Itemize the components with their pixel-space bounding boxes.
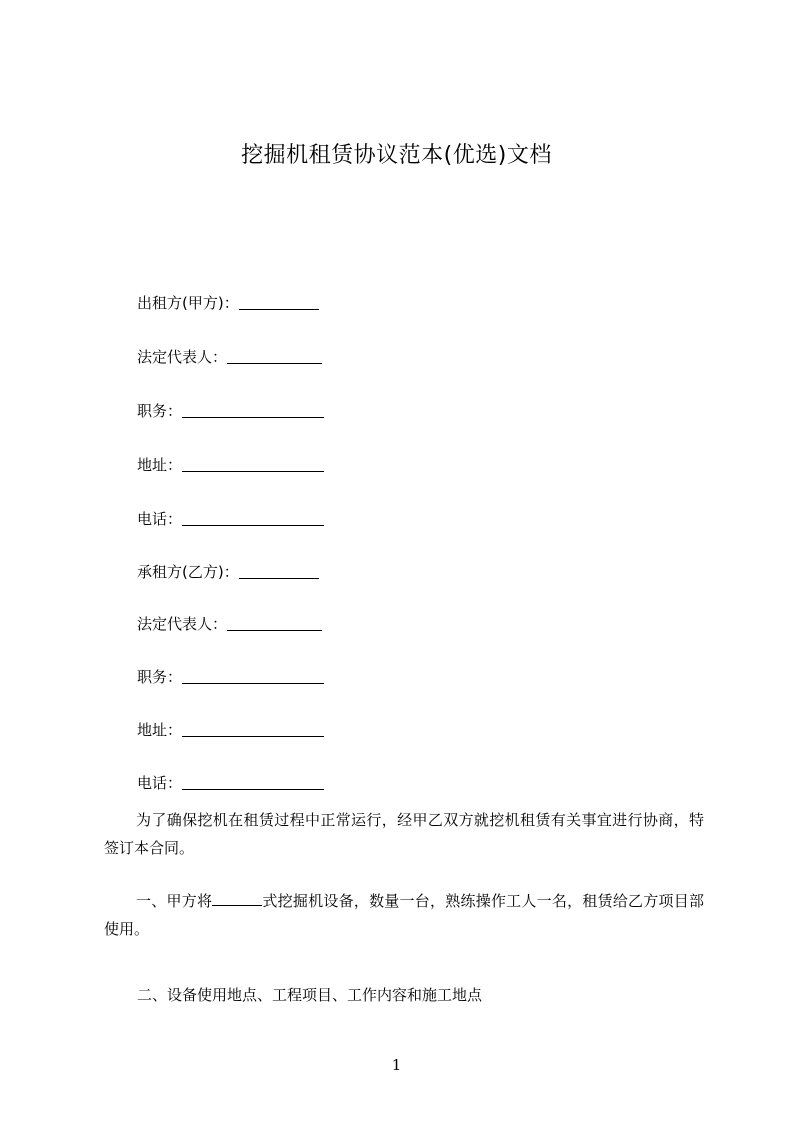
lessor-name-field bbox=[137, 291, 319, 313]
lessee-name-blank[interactable] bbox=[239, 562, 319, 579]
lessor-name-label: 出租方(甲方)： bbox=[137, 294, 239, 312]
lessor-representative-label: 法定代表人： bbox=[137, 348, 228, 366]
lessee-address-label: 地址： bbox=[137, 721, 183, 739]
clause-1-paragraph bbox=[104, 887, 704, 943]
lessor-position-blank[interactable] bbox=[182, 401, 324, 418]
lessee-position-blank[interactable] bbox=[182, 667, 324, 684]
lessor-phone-field bbox=[137, 507, 324, 529]
lessor-address-label: 地址： bbox=[137, 456, 183, 474]
lessee-address-blank[interactable] bbox=[182, 720, 324, 737]
lessee-phone-blank[interactable] bbox=[182, 773, 324, 790]
lessee-name-field bbox=[137, 560, 319, 582]
intro-paragraph: 为了确保挖机在租赁过程中正常运行，经甲乙双方就挖机租赁有关事宜进行协商，特签订本合同。 bbox=[104, 811, 704, 857]
lessee-representative-blank[interactable] bbox=[227, 614, 322, 631]
lessor-phone-label: 电话： bbox=[137, 510, 183, 528]
clause-1-text-after: 式挖掘机设备，数量一台，熟练操作工人一名，租赁给乙方项目部使用。 bbox=[104, 892, 704, 938]
lessee-name-label: 承租方(乙方)： bbox=[137, 563, 239, 581]
clause-2-heading: 二、设备使用地点、工程项目、工作内容和施工地点 bbox=[137, 986, 483, 1004]
lessee-address-field bbox=[137, 718, 324, 740]
lessor-representative-blank[interactable] bbox=[227, 347, 322, 364]
lessee-phone-field bbox=[137, 771, 324, 793]
lessor-position-field bbox=[137, 399, 324, 421]
document-title: 挖掘机租赁协议范本(优选)文档 bbox=[241, 143, 552, 168]
lessee-position-label: 职务： bbox=[137, 668, 183, 686]
lessee-phone-label: 电话： bbox=[137, 774, 183, 792]
lessee-position-field bbox=[137, 665, 324, 687]
clause-1-model-blank[interactable] bbox=[212, 890, 262, 906]
lessee-representative-field bbox=[137, 612, 322, 634]
lessor-name-blank[interactable] bbox=[239, 293, 319, 310]
lessor-address-blank[interactable] bbox=[182, 455, 324, 472]
lessor-position-label: 职务： bbox=[137, 402, 183, 420]
page-number: 1 bbox=[391, 1056, 402, 1074]
lessee-representative-label: 法定代表人： bbox=[137, 615, 228, 633]
lessor-phone-blank[interactable] bbox=[182, 509, 324, 526]
lessor-representative-field bbox=[137, 345, 322, 367]
clause-1-text-before: 一、甲方将 bbox=[136, 892, 213, 910]
lessor-address-field bbox=[137, 453, 324, 475]
